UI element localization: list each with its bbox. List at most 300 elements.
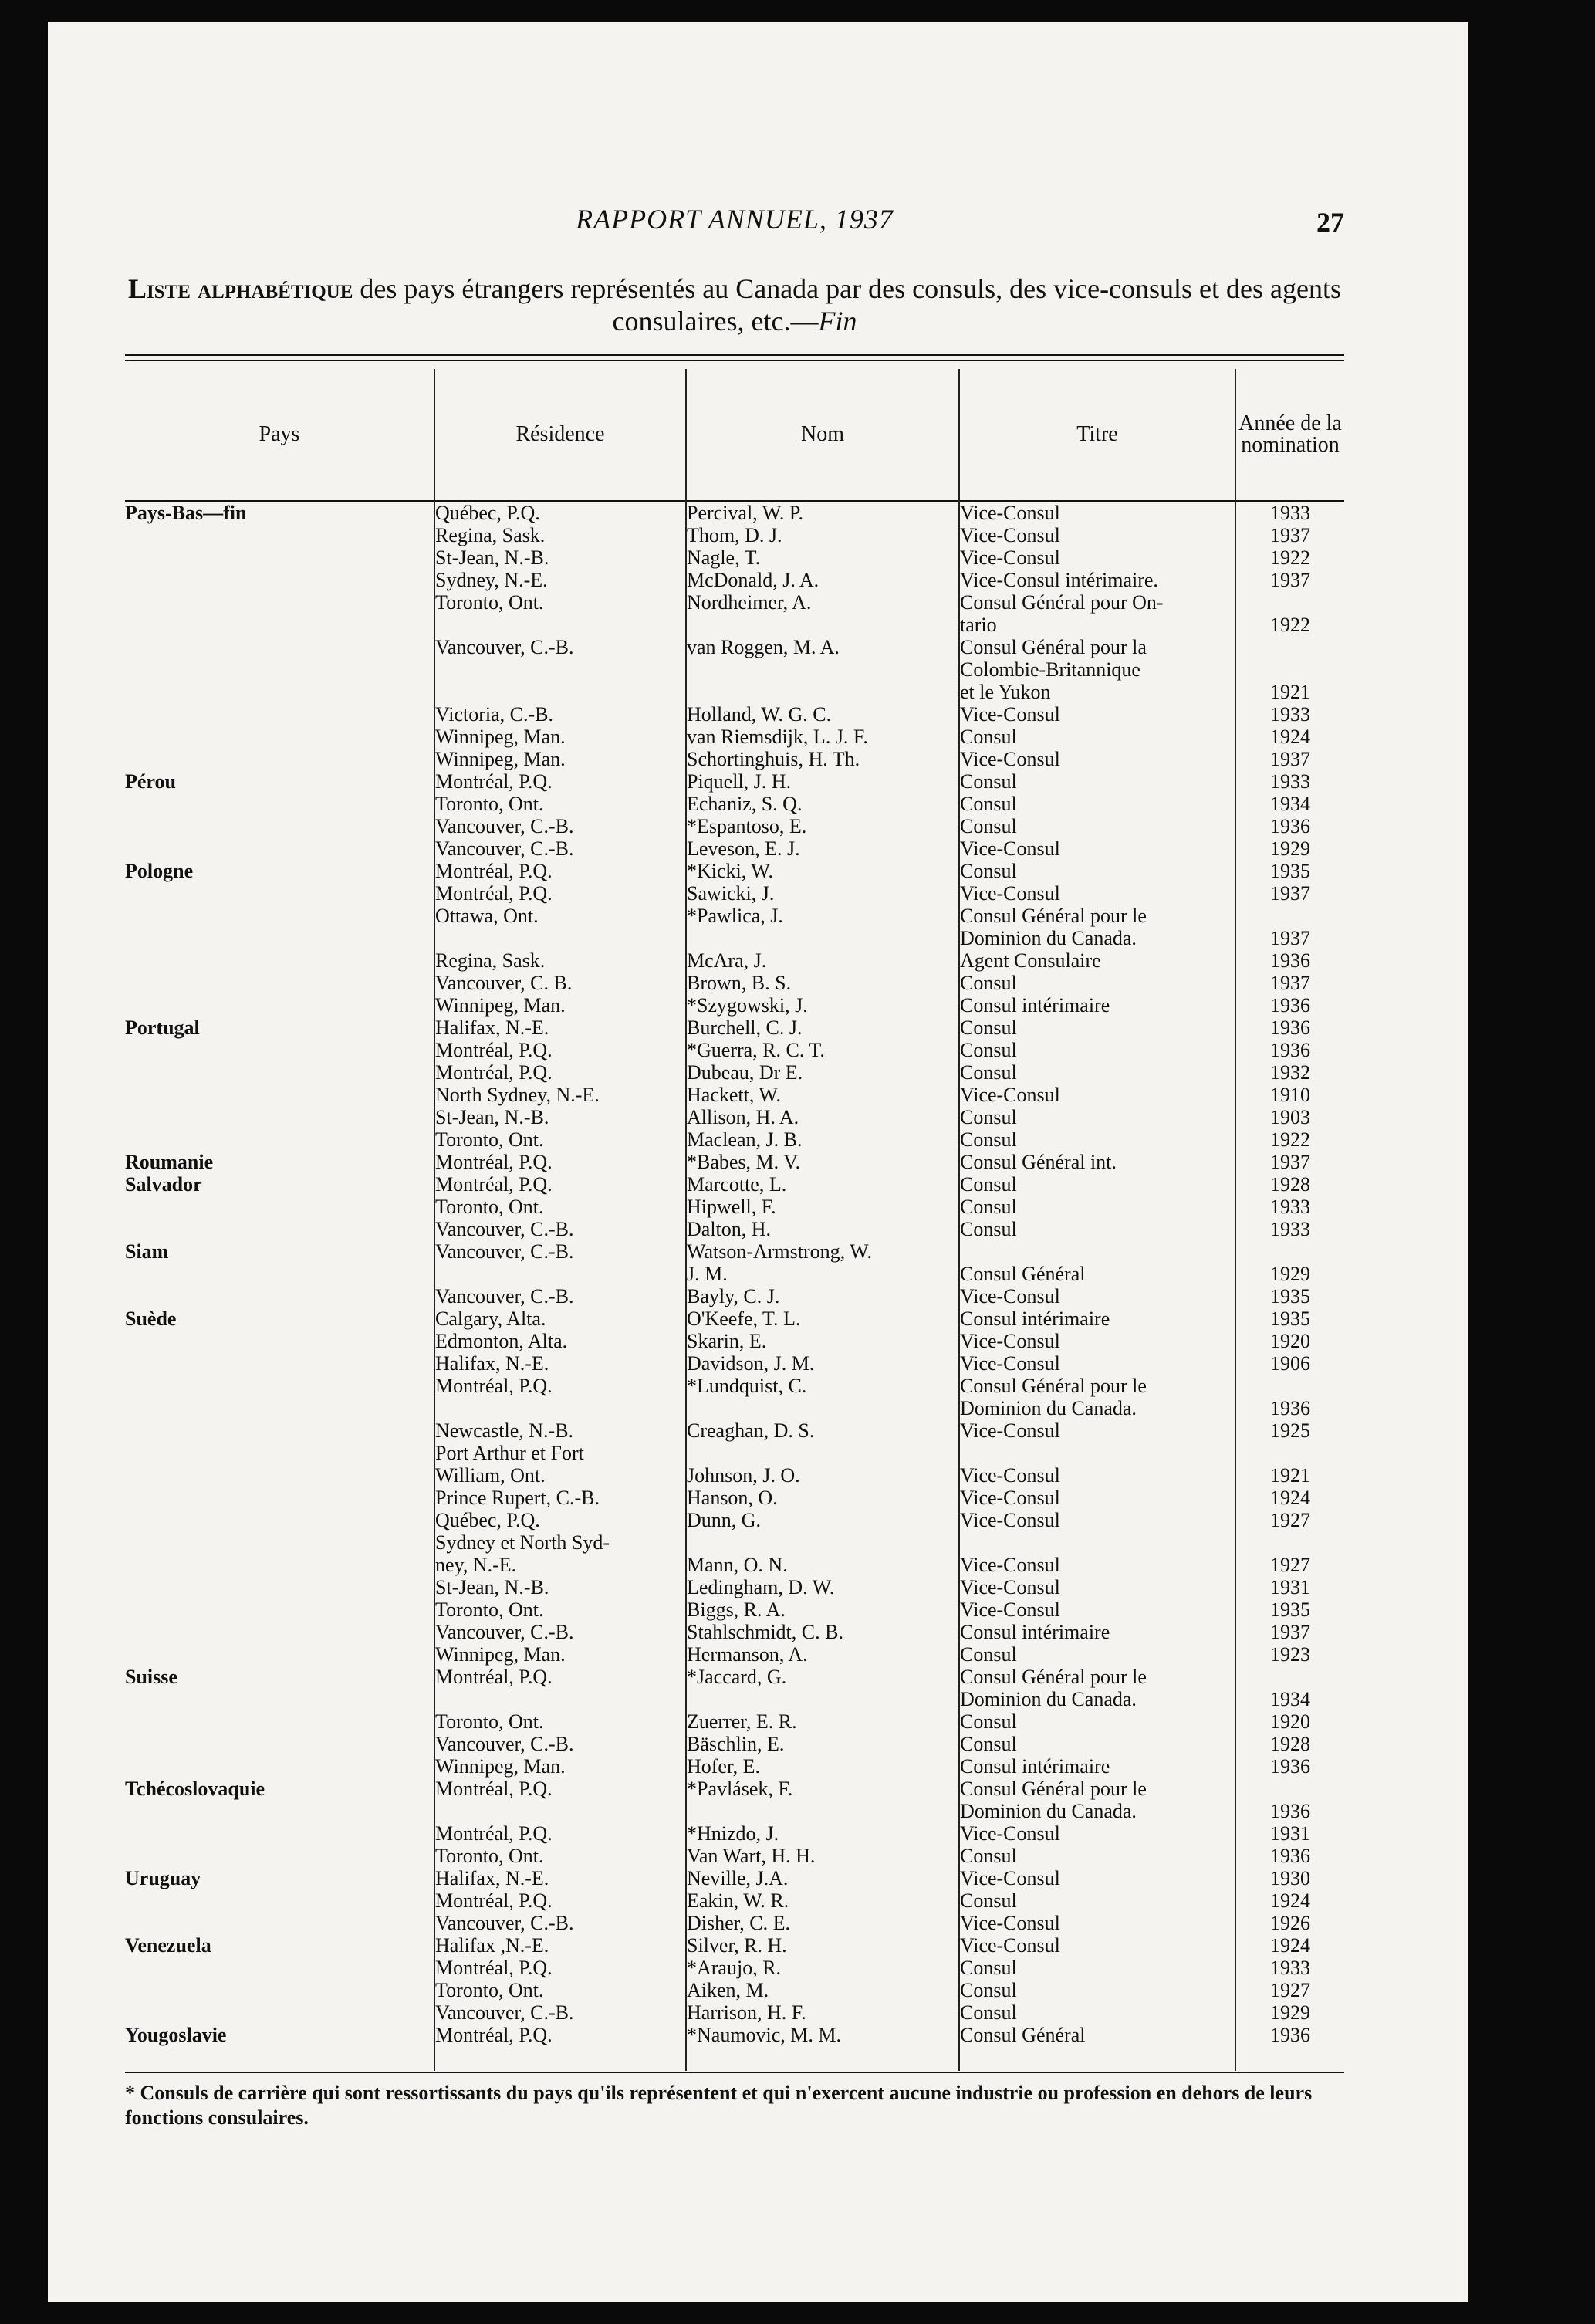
table-row: [125, 905, 1344, 927]
year-cell: 1936: [1270, 815, 1310, 837]
col-header-titre: Titre: [1076, 422, 1118, 446]
title-cell: Vice-Consul: [960, 1330, 1060, 1352]
residence-cell: Vancouver, C.-B.: [435, 1285, 574, 1307]
name-cell: *Babes, M. V.: [687, 1151, 801, 1173]
residence-cell: Montréal, P.Q.: [435, 860, 553, 882]
pays-cell: Suisse: [125, 1666, 177, 1688]
year-cell: 1934: [1270, 1688, 1310, 1710]
residence-cell: Winnipeg, Man.: [435, 1755, 566, 1778]
year-cell: 1928: [1270, 1173, 1310, 1196]
name-cell: Biggs, R. A.: [687, 1598, 786, 1621]
year-cell: 1937: [1270, 1621, 1310, 1643]
table-row: [125, 748, 1344, 770]
residence-cell: Winnipeg, Man.: [435, 1643, 566, 1666]
title-cell: Vice-Consul: [960, 1487, 1060, 1509]
table-row: [125, 1128, 1344, 1151]
pays-cell: Pays-Bas—fin: [125, 502, 247, 524]
residence-cell: Montréal, P.Q.: [435, 1666, 553, 1688]
table-row: [125, 1285, 1344, 1307]
title-cell: Consul Général int.: [960, 1151, 1117, 1173]
table-row: [125, 793, 1344, 815]
title-cell: Consul intérimaire: [960, 1621, 1110, 1643]
table-row: [125, 1733, 1344, 1755]
name-cell: McDonald, J. A.: [687, 569, 819, 591]
title-cell: Consul intérimaire: [960, 1755, 1110, 1778]
table-row: [125, 1822, 1344, 1845]
page-number: 27: [1316, 207, 1344, 238]
table-row: [125, 1419, 1344, 1442]
name-cell: Hipwell, F.: [687, 1196, 776, 1218]
residence-cell: Toronto, Ont.: [435, 1598, 544, 1621]
year-cell: 1936: [1270, 949, 1310, 972]
table-row: [125, 1487, 1344, 1509]
title-cell: Consul: [960, 1643, 1017, 1666]
table-row: [125, 1151, 1344, 1173]
table-row: [125, 1755, 1344, 1778]
table-row: [125, 726, 1344, 748]
residence-cell: Winnipeg, Man.: [435, 748, 566, 770]
year-cell: 1924: [1270, 1487, 1310, 1509]
table-row: [125, 1375, 1344, 1397]
name-cell: van Roggen, M. A.: [687, 636, 840, 658]
residence-cell: Montréal, P.Q.: [435, 1889, 553, 1912]
document-page: [48, 22, 1468, 2302]
table-row: [125, 1643, 1344, 1666]
name-cell: Bäschlin, E.: [687, 1733, 785, 1755]
residence-cell: Vancouver, C.-B.: [435, 1912, 574, 1934]
table-header: [125, 369, 1344, 502]
title-cell: Vice-Consul: [960, 1464, 1060, 1487]
col-header-residence: Résidence: [515, 422, 605, 446]
title-cell: Vice-Consul: [960, 1867, 1060, 1889]
year-cell: 1931: [1270, 1822, 1310, 1845]
year-cell: 1932: [1270, 1061, 1310, 1084]
year-cell: 1933: [1270, 770, 1310, 793]
residence-cell: Toronto, Ont.: [435, 1196, 544, 1218]
name-cell: Watson-Armstrong, W.: [687, 1240, 872, 1263]
residence-cell: Toronto, Ont.: [435, 1710, 544, 1733]
year-cell: 1933: [1270, 1218, 1310, 1240]
residence-cell: Montréal, P.Q.: [435, 1822, 553, 1845]
year-cell: 1920: [1270, 1710, 1310, 1733]
title-cell: Vice-Consul: [960, 524, 1060, 546]
title-cell: Consul: [960, 1173, 1017, 1196]
year-cell: 1922: [1270, 614, 1310, 636]
residence-cell: Winnipeg, Man.: [435, 994, 566, 1017]
title-cell: Consul: [960, 1017, 1017, 1039]
name-cell: Dalton, H.: [687, 1218, 772, 1240]
year-cell: 1935: [1270, 1598, 1310, 1621]
residence-cell: Vancouver, C.-B.: [435, 636, 574, 658]
year-cell: 1910: [1270, 1084, 1310, 1106]
name-cell: *Hnizdo, J.: [687, 1822, 779, 1845]
table-row: [125, 1531, 1344, 1554]
name-cell: Thom, D. J.: [687, 524, 782, 546]
title-cell: Vice-Consul: [960, 1598, 1060, 1621]
residence-cell: Vancouver, C.-B.: [435, 1733, 574, 1755]
table-body: [125, 502, 1344, 2046]
name-cell: Piquell, J. H.: [687, 770, 792, 793]
residence-cell: Winnipeg, Man.: [435, 726, 566, 748]
table-row: [125, 1263, 1344, 1285]
table-row: [125, 524, 1344, 546]
year-cell: 1927: [1270, 1509, 1310, 1531]
title-cell: Vice-Consul: [960, 1285, 1060, 1307]
year-cell: 1936: [1270, 1039, 1310, 1061]
year-cell: 1922: [1270, 1128, 1310, 1151]
year-cell: 1935: [1270, 860, 1310, 882]
table-row: [125, 1554, 1344, 1576]
title-cell: Consul: [960, 770, 1017, 793]
table-row: [125, 1061, 1344, 1084]
residence-cell: Sydney, N.-E.: [435, 569, 548, 591]
year-cell: 1937: [1270, 882, 1310, 905]
footnote: * Consuls de carrière qui sont ressortissants du pays qu'ils représentent et qui n'exercent aucune industrie ou profession en dehors de leurs fonctions consulaires.: [125, 2082, 1313, 2129]
year-cell: 1929: [1270, 2001, 1310, 2024]
residence-cell: Port Arthur et Fort: [435, 1442, 584, 1464]
title-cell: Consul: [960, 1039, 1017, 1061]
title-cell: Consul: [960, 1889, 1017, 1912]
name-cell: McAra, J.: [687, 949, 767, 972]
name-cell: *Lundquist, C.: [687, 1375, 807, 1397]
name-cell: *Araujo, R.: [687, 1957, 782, 1979]
top-rule-thin: [125, 360, 1344, 361]
year-cell: 1933: [1270, 1957, 1310, 1979]
name-cell: Stahlschmidt, C. B.: [687, 1621, 843, 1643]
table-row: [125, 1397, 1344, 1419]
name-cell: Silver, R. H.: [687, 1934, 787, 1957]
title-cell: Vice-Consul: [960, 1822, 1060, 1845]
residence-cell: Montréal, P.Q.: [435, 1061, 553, 1084]
table-row: [125, 569, 1344, 591]
name-cell: Allison, H. A.: [687, 1106, 799, 1128]
pays-cell: Tchécoslovaquie: [125, 1778, 265, 1800]
residence-cell: Halifax ,N.-E.: [435, 1934, 549, 1957]
bottom-rule: [125, 2072, 1344, 2073]
table-row: [125, 1867, 1344, 1889]
year-cell: 1937: [1270, 524, 1310, 546]
year-cell: 1933: [1270, 1196, 1310, 1218]
pays-cell: Venezuela: [125, 1934, 211, 1957]
residence-cell: Vancouver, C.-B.: [435, 1218, 574, 1240]
year-cell: 1927: [1270, 1554, 1310, 1576]
title-cell: Consul: [960, 793, 1017, 815]
name-cell: Johnson, J. O.: [687, 1464, 800, 1487]
name-cell: Zuerrer, E. R.: [687, 1710, 797, 1733]
year-cell: 1936: [1270, 1755, 1310, 1778]
title-cell: Vice-Consul: [960, 748, 1060, 770]
residence-cell: ney, N.-E.: [435, 1554, 517, 1576]
table-row: [125, 1912, 1344, 1934]
col-header-pays: Pays: [259, 422, 300, 446]
year-cell: 1906: [1270, 1352, 1310, 1375]
title-cell: et le Yukon: [960, 681, 1051, 703]
name-cell: Hanson, O.: [687, 1487, 778, 1509]
name-cell: Percival, W. P.: [687, 502, 803, 524]
title-cell: Consul: [960, 1128, 1017, 1151]
title-cell: Vice-Consul intérimaire.: [960, 569, 1158, 591]
name-cell: Holland, W. G. C.: [687, 703, 832, 726]
name-cell: *Pawlica, J.: [687, 905, 783, 927]
title-cell: Consul: [960, 815, 1017, 837]
name-cell: *Pavlásek, F.: [687, 1778, 793, 1800]
title-cell: Dominion du Canada.: [960, 1800, 1137, 1822]
consul-table: [125, 369, 1344, 2046]
name-cell: *Kicki, W.: [687, 860, 773, 882]
year-cell: 1936: [1270, 2024, 1310, 2046]
title-cell: Consul: [960, 1061, 1017, 1084]
table-row: [125, 1598, 1344, 1621]
name-cell: *Naumovic, M. M.: [687, 2024, 842, 2046]
year-cell: 1923: [1270, 1643, 1310, 1666]
title-cell: Vice-Consul: [960, 1084, 1060, 1106]
name-cell: Van Wart, H. H.: [687, 1845, 816, 1867]
title-cell: Consul: [960, 1710, 1017, 1733]
pays-cell: Suède: [125, 1307, 177, 1330]
year-cell: 1935: [1270, 1307, 1310, 1330]
title-cell: Consul: [960, 1845, 1017, 1867]
title-cell: Consul Général pour le: [960, 1666, 1147, 1688]
table-row: [125, 703, 1344, 726]
title-cell: Vice-Consul: [960, 1934, 1060, 1957]
name-cell: J. M.: [687, 1263, 728, 1285]
table-row: [125, 1173, 1344, 1196]
title-cell: Vice-Consul: [960, 1419, 1060, 1442]
table-row: [125, 1240, 1344, 1263]
table-row: [125, 1084, 1344, 1106]
name-cell: *Espantoso, E.: [687, 815, 807, 837]
year-cell: 1936: [1270, 1017, 1310, 1039]
year-cell: 1930: [1270, 1867, 1310, 1889]
name-cell: Dunn, G.: [687, 1509, 762, 1531]
name-cell: *Guerra, R. C. T.: [687, 1039, 825, 1061]
year-cell: 1936: [1270, 994, 1310, 1017]
year-cell: 1936: [1270, 1397, 1310, 1419]
pays-cell: Yougoslavie: [125, 2024, 227, 2046]
table-row: [125, 1218, 1344, 1240]
title-cell: Consul Général pour On-: [960, 591, 1164, 614]
table-row: [125, 882, 1344, 905]
table-row: [125, 860, 1344, 882]
title-cell: Consul Général pour le: [960, 1778, 1147, 1800]
year-cell: 1937: [1270, 748, 1310, 770]
residence-cell: Toronto, Ont.: [435, 1128, 544, 1151]
year-cell: 1920: [1270, 1330, 1310, 1352]
name-cell: Sawicki, J.: [687, 882, 775, 905]
table-row: [125, 2024, 1344, 2046]
column-divider: [1235, 369, 1236, 2071]
title-cell: Vice-Consul: [960, 1352, 1060, 1375]
title-cell: Consul: [960, 860, 1017, 882]
name-cell: Hackett, W.: [687, 1084, 782, 1106]
title-cell: Consul: [960, 972, 1017, 994]
name-cell: Eakin, W. R.: [687, 1889, 789, 1912]
column-divider: [685, 369, 687, 2071]
year-cell: 1936: [1270, 1845, 1310, 1867]
residence-cell: Toronto, Ont.: [435, 1845, 544, 1867]
residence-cell: Halifax, N.-E.: [435, 1867, 549, 1889]
residence-cell: Halifax, N.-E.: [435, 1352, 549, 1375]
residence-cell: St-Jean, N.-B.: [435, 1106, 549, 1128]
pays-cell: Siam: [125, 1240, 169, 1263]
title-cell: Vice-Consul: [960, 1912, 1060, 1934]
year-cell: 1921: [1270, 681, 1310, 703]
residence-cell: St-Jean, N.-B.: [435, 546, 549, 569]
title-cell: Agent Consulaire: [960, 949, 1101, 972]
name-cell: van Riemsdijk, L. J. F.: [687, 726, 868, 748]
table-row: [125, 1957, 1344, 1979]
year-cell: 1903: [1270, 1106, 1310, 1128]
table-caption: [125, 272, 1344, 337]
running-header: [125, 203, 1344, 242]
pays-cell: Uruguay: [125, 1867, 201, 1889]
year-cell: 1934: [1270, 793, 1310, 815]
table-row: [125, 502, 1344, 524]
table-row: [125, 1017, 1344, 1039]
year-cell: 1928: [1270, 1733, 1310, 1755]
name-cell: Burchell, C. J.: [687, 1017, 803, 1039]
name-cell: Disher, C. E.: [687, 1912, 790, 1934]
residence-cell: Victoria, C.-B.: [435, 703, 553, 726]
name-cell: Schortinghuis, H. Th.: [687, 748, 860, 770]
title-cell: Consul intérimaire: [960, 1307, 1110, 1330]
residence-cell: Vancouver, C. B.: [435, 972, 573, 994]
name-cell: Neville, J.A.: [687, 1867, 789, 1889]
name-cell: Creaghan, D. S.: [687, 1419, 815, 1442]
table-row: [125, 927, 1344, 949]
title-cell: Vice-Consul: [960, 882, 1060, 905]
table-row: [125, 770, 1344, 793]
residence-cell: Vancouver, C.-B.: [435, 1621, 574, 1643]
caption-text: des pays étrangers représentés au Canada par des consuls, des vice-consuls et des agents consulaires, etc.—: [353, 273, 1341, 337]
residence-cell: Sydney et North Syd-: [435, 1531, 610, 1554]
top-rule: [125, 354, 1344, 356]
name-cell: Hermanson, A.: [687, 1643, 808, 1666]
residence-cell: Québec, P.Q.: [435, 1509, 540, 1531]
name-cell: Ledingham, D. W.: [687, 1576, 835, 1598]
table-row: [125, 546, 1344, 569]
year-cell: 1929: [1270, 837, 1310, 860]
title-cell: Vice-Consul: [960, 502, 1060, 524]
title-cell: Consul: [960, 2001, 1017, 2024]
table-row: [125, 1889, 1344, 1912]
pays-cell: Roumanie: [125, 1151, 214, 1173]
table-row: [125, 1666, 1344, 1688]
table-row: [125, 1688, 1344, 1710]
table-row: [125, 1352, 1344, 1375]
title-cell: Vice-Consul: [960, 1576, 1060, 1598]
name-cell: Nordheimer, A.: [687, 591, 812, 614]
table-row: [125, 837, 1344, 860]
residence-cell: Vancouver, C.-B.: [435, 815, 574, 837]
residence-cell: William, Ont.: [435, 1464, 546, 1487]
year-cell: 1929: [1270, 1263, 1310, 1285]
name-cell: Mann, O. N.: [687, 1554, 788, 1576]
residence-cell: Regina, Sask.: [435, 524, 546, 546]
title-cell: Dominion du Canada.: [960, 1688, 1137, 1710]
residence-cell: Calgary, Alta.: [435, 1307, 546, 1330]
table-row: [125, 658, 1344, 681]
title-cell: Dominion du Canada.: [960, 927, 1137, 949]
residence-cell: Québec, P.Q.: [435, 502, 540, 524]
table-row: [125, 681, 1344, 703]
residence-cell: Montréal, P.Q.: [435, 2024, 553, 2046]
pays-cell: Pérou: [125, 770, 176, 793]
table-row: [125, 1934, 1344, 1957]
table-row: [125, 1979, 1344, 2001]
residence-cell: Ottawa, Ont.: [435, 905, 539, 927]
pays-cell: Pologne: [125, 860, 194, 882]
residence-cell: Montréal, P.Q.: [435, 1039, 553, 1061]
title-cell: Dominion du Canada.: [960, 1397, 1137, 1419]
name-cell: Harrison, H. F.: [687, 2001, 806, 2024]
title-cell: Consul: [960, 1196, 1017, 1218]
title-cell: Consul: [960, 1957, 1017, 1979]
year-cell: 1925: [1270, 1419, 1310, 1442]
running-title: RAPPORT ANNUEL, 1937: [576, 204, 894, 235]
table-row: [125, 972, 1344, 994]
table-row: [125, 994, 1344, 1017]
title-cell: Colombie-Britannique: [960, 658, 1140, 681]
year-cell: 1922: [1270, 546, 1310, 569]
name-cell: Bayly, C. J.: [687, 1285, 780, 1307]
residence-cell: Montréal, P.Q.: [435, 770, 553, 793]
name-cell: Echaniz, S. Q.: [687, 793, 803, 815]
title-cell: Consul Général: [960, 1263, 1086, 1285]
title-cell: Consul Général: [960, 2024, 1086, 2046]
name-cell: Nagle, T.: [687, 546, 761, 569]
table-row: [125, 1196, 1344, 1218]
pays-cell: Salvador: [125, 1173, 202, 1196]
name-cell: *Szygowski, J.: [687, 994, 808, 1017]
name-cell: O'Keefe, T. L.: [687, 1307, 801, 1330]
residence-cell: Montréal, P.Q.: [435, 1957, 553, 1979]
title-cell: Consul Général pour le: [960, 905, 1147, 927]
caption-fin: Fin: [818, 306, 857, 337]
residence-cell: Prince Rupert, C.-B.: [435, 1487, 600, 1509]
title-cell: Consul: [960, 1979, 1017, 2001]
table-row: [125, 1509, 1344, 1531]
table-row: [125, 949, 1344, 972]
year-cell: 1926: [1270, 1912, 1310, 1934]
residence-cell: Halifax, N.-E.: [435, 1017, 549, 1039]
residence-cell: Montréal, P.Q.: [435, 1375, 553, 1397]
name-cell: Dubeau, Dr E.: [687, 1061, 803, 1084]
title-cell: Consul intérimaire: [960, 994, 1110, 1017]
name-cell: Leveson, E. J.: [687, 837, 800, 860]
title-cell: Vice-Consul: [960, 1509, 1060, 1531]
table-row: [125, 1442, 1344, 1464]
year-cell: 1936: [1270, 1800, 1310, 1822]
year-cell: 1924: [1270, 1889, 1310, 1912]
title-cell: Vice-Consul: [960, 546, 1060, 569]
residence-cell: Toronto, Ont.: [435, 793, 544, 815]
table-row: [125, 1307, 1344, 1330]
table-row: [125, 1845, 1344, 1867]
year-cell: 1927: [1270, 1979, 1310, 2001]
year-cell: 1937: [1270, 972, 1310, 994]
name-cell: Marcotte, L.: [687, 1173, 787, 1196]
table-row: [125, 1576, 1344, 1598]
table-row: [125, 1621, 1344, 1643]
table-row: [125, 1800, 1344, 1822]
year-cell: 1937: [1270, 927, 1310, 949]
residence-cell: Regina, Sask.: [435, 949, 546, 972]
name-cell: Davidson, J. M.: [687, 1352, 815, 1375]
residence-cell: Vancouver, C.-B.: [435, 837, 574, 860]
year-cell: 1921: [1270, 1464, 1310, 1487]
title-cell: Consul Général pour le: [960, 1375, 1147, 1397]
